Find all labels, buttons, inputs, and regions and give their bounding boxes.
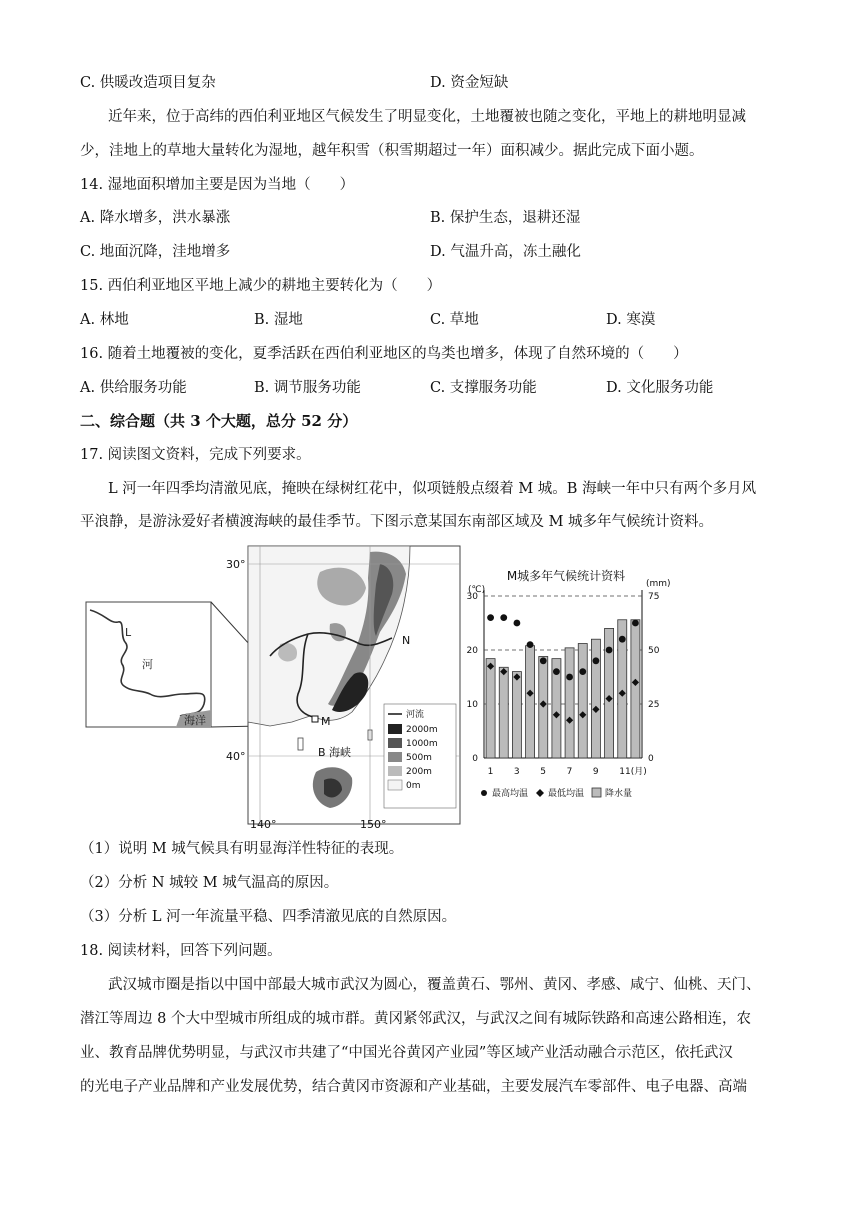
q17-stem: 17. 阅读图文资料，完成下列要求。 [80, 447, 311, 463]
precip-bar [631, 620, 640, 758]
precip-bar [526, 646, 535, 758]
map-label-b: B 海峡 [318, 746, 352, 759]
legend-2000: 2000m [406, 725, 438, 735]
q15-option-b: B. 湿地 [254, 312, 303, 328]
max-temp-point [527, 641, 534, 648]
map-label-m: M [321, 715, 331, 728]
inset-label-ocean: 海洋 [184, 714, 206, 727]
legend-min-temp-icon [536, 789, 544, 797]
chart-xtick: 11(月) [619, 767, 647, 777]
max-temp-point [579, 668, 586, 675]
legend-200: 200m [406, 767, 432, 777]
lat-30: 30° [226, 558, 246, 571]
chart-ytick-temp: 10 [466, 700, 478, 710]
chart-xtick: 5 [540, 767, 546, 777]
q17-passage-line1: L 河一年四季均清澈见底，掩映在绿树红花中，似项链般点缀着 M 城。B 海峡一年中只有两个多月风 [108, 481, 757, 497]
chart-ytick-temp: 30 [466, 592, 478, 602]
chart-ytick-precip: 25 [648, 700, 660, 710]
chart-left-unit: (℃) [468, 585, 486, 595]
precip-bar [591, 639, 600, 758]
precip-bar [512, 672, 521, 758]
q16-stem: 16. 随着土地覆被的变化，夏季活跃在西伯利亚地区的鸟类也增多，体现了自然环境的（ ） [80, 346, 688, 362]
elevation-legend [384, 704, 456, 808]
lon-150: 150° [360, 818, 387, 831]
inset-label-river: 河 [142, 658, 153, 671]
section2-title: 二、综合题（共 3 个大题，总分 52 分） [80, 412, 358, 430]
chart-xtick: 3 [513, 767, 520, 777]
legend-precip-label: 降水量 [605, 789, 633, 799]
q14-option-d: D. 气温升高，冻土融化 [430, 244, 581, 260]
climate-chart [467, 568, 671, 799]
q18-stem: 18. 阅读材料，回答下列问题。 [80, 943, 282, 959]
chart-ytick-temp: 0 [472, 754, 478, 764]
chart-ytick-temp: 20 [466, 646, 478, 656]
q17-figure [80, 544, 780, 834]
q18-passage-line2: 潜江等周边 8 个大中型城市所组成的城市群。黄冈紧邻武汉，与武汉之间有城际铁路和高速公路相连，农 [80, 1011, 751, 1027]
legend-1000: 1000m [406, 739, 438, 749]
max-temp-point [566, 674, 573, 681]
q17-passage-line2: 平浪静，是游泳爱好者横渡海峡的最佳季节。下图示意某国东南部区域及 M 城多年气候统计资料。 [80, 514, 714, 530]
max-temp-point [540, 657, 547, 664]
inset-map [86, 602, 211, 727]
chart-title: M城多年气候统计资料 [506, 569, 626, 583]
legend-max-temp-icon [481, 790, 487, 796]
m-city-marker [312, 716, 318, 722]
q17-sub2: （2）分析 N 城较 M 城气温高的原因。 [80, 875, 339, 891]
legend-max-temp-label: 最高均温 [492, 789, 529, 799]
precip-bar [499, 667, 508, 758]
max-temp-point [619, 636, 626, 643]
max-temp-point [553, 668, 560, 675]
q18-passage-line4: 的光电子产业品牌和产业发展优势，结合黄冈市资源和产业基础，主要发展汽车零部件、电子电器、高端 [80, 1079, 747, 1095]
max-temp-point [593, 657, 600, 664]
q15-stem: 15. 西伯利亚地区平地上减少的耕地主要转化为（ ） [80, 278, 442, 294]
inset-label-l: L [125, 626, 132, 639]
precip-bar [486, 659, 495, 758]
q14-option-a: A. 降水增多，洪水暴涨 [80, 210, 231, 226]
q18-passage-line1: 武汉城市圈是指以中国中部最大城市武汉为圆心，覆盖黄石、鄂州、黄冈、孝感、咸宁、仙桃、天门、 [108, 977, 761, 993]
q15-option-a: A. 林地 [80, 312, 129, 328]
q16-option-d: D. 文化服务功能 [606, 380, 714, 396]
q17-sub3: （3）分析 L 河一年流量平稳、四季清澈见底的自然原因。 [80, 909, 457, 925]
legend-river: 河流 [406, 710, 425, 720]
precip-bar [565, 648, 574, 758]
lat-40: 40° [226, 750, 246, 763]
legend-precip-icon [592, 788, 601, 797]
chart-xtick: 9 [592, 767, 599, 777]
chart-xtick: 7 [566, 767, 573, 777]
max-temp-point [487, 614, 494, 621]
q15-option-c: C. 草地 [430, 312, 479, 328]
chart-ytick-precip: 75 [648, 592, 660, 602]
legend-0: 0m [406, 781, 421, 791]
passage1-line1: 近年来，位于高纬的西伯利亚地区气候发生了明显变化，土地覆被也随之变化，平地上的耕地明显减 [108, 109, 746, 125]
legend-500: 500m [406, 753, 432, 763]
lon-140: 140° [250, 818, 277, 831]
q13-option-d: D. 资金短缺 [430, 75, 509, 91]
chart-right-unit: (mm) [646, 579, 671, 589]
legend-min-temp-label: 最低均温 [548, 789, 585, 799]
q14-option-b: B. 保护生态，退耕还湿 [430, 210, 581, 226]
q13-option-c: C. 供暖改造项目复杂 [80, 75, 216, 91]
q14-option-c: C. 地面沉降，洼地增多 [80, 244, 231, 260]
q14-stem: 14. 湿地面积增加主要是因为当地（ ） [80, 177, 355, 193]
max-temp-point [606, 647, 613, 654]
max-temp-point [632, 620, 639, 627]
main-map [226, 546, 460, 831]
chart-ytick-precip: 0 [648, 754, 654, 764]
q16-option-c: C. 支撑服务功能 [430, 380, 537, 396]
max-temp-point [500, 614, 507, 621]
q16-option-a: A. 供给服务功能 [80, 380, 187, 396]
chart-xtick: 1 [487, 767, 494, 777]
q16-option-b: B. 调节服务功能 [254, 380, 361, 396]
q18-passage-line3: 业、教育品牌优势明显，与武汉市共建了“中国光谷黄冈产业园”等区域产业活动融合示范区，依托武汉 [80, 1045, 733, 1061]
passage1-line2: 少，洼地上的草地大量转化为湿地，越年积雪（积雪期超过一年）面积减少。据此完成下面小题。 [80, 143, 704, 159]
precip-bar [578, 644, 587, 758]
map-label-n: N [402, 634, 411, 647]
max-temp-point [514, 620, 521, 627]
q15-option-d: D. 寒漠 [606, 312, 656, 328]
q17-sub1: （1）说明 M 城气候具有明显海洋性特征的表现。 [80, 841, 404, 857]
chart-ytick-precip: 50 [648, 646, 660, 656]
